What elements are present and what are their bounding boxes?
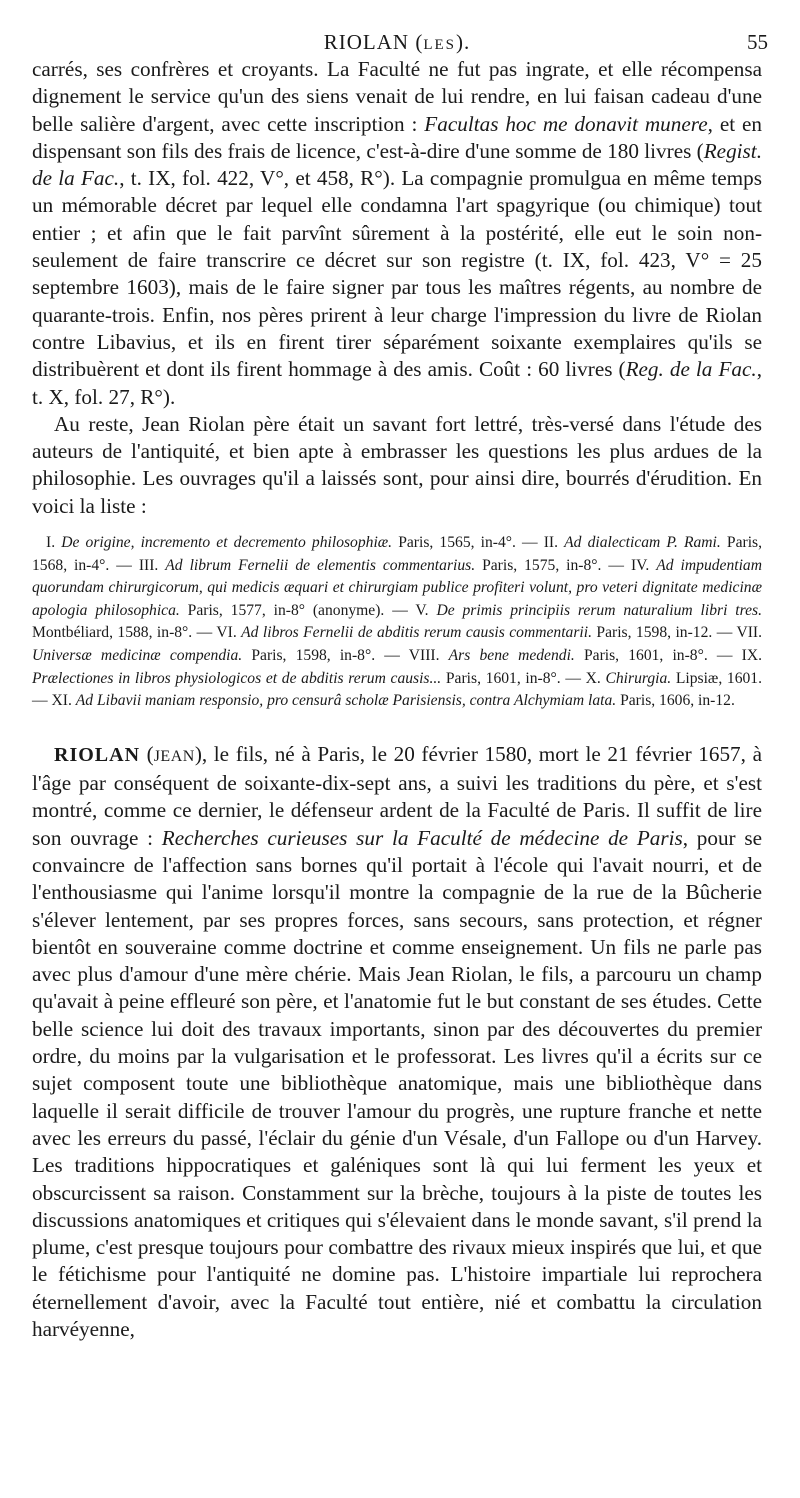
running-head [32,0,768,56]
text-run: Paris, 1601, in-8°. — X. [441,669,606,687]
italic-inscription: Facultas hoc me donavit munere [424,111,708,136]
page-number: 55 [747,30,768,54]
work-title: Ars bene medendi. [448,647,575,665]
paragraph-riolan-father: Au reste, Jean Riolan père était un savant fort lettré, très-versé dans l'étude des auteurs de l'antiquité, et bien apte à embrasser les questions les plus ardues de la philosophie. Les ouvrages qu'il a laissés sont, pour ainsi dire, bourrés d'érudition. En voici la liste : [32,411,762,518]
text-run: , pour se convaincre de l'affection sans bornes qu'il portait à l'école qui l'avait nourri, et de l'enthousiasme qui l'anime lorsqu'il montre la compagnie de la rue de la Bûcherie s'élever lentement, par ses propres forces, sans secours, sans protection, et régner bientôt en souveraine comme doctrine et comme enseignement. Un fils ne parle pas avec plus d'amour d'une mère chérie. Mais Jean Riolan, le fils, a parcouru un champ qu'avait à peine effleuré son père, et l'anatomie fut le but constant de ses études. Cette belle science lui doit des travaux importants, sinon par des découvertes du premier ordre, du moins par la vulgarisation et le professorat. Les livres qu'il a écrits sur ce sujet composent toute une bibliothèque anatomique, mais une bibliothèque dans laquelle il serait difficile de trouver l'amour du progrès, une rupture franche et nette avec les erreurs du passé, l'éclair du génie d'un Vésale, d'un Fallope ou d'un Harvey. Les traditions hippocratiques et galéniques sont là qui lui ferment les yeux et obscurcissent sa raison. Constamment sur la brèche, toujours à la piste de toutes les discussions anatomiques et critiques qui s'élevaient dans le monde savant, s'il prend la plume, c'est presque toujours pour combattre des rivaux mieux inspirés que lui, et que le fétichisme pour l'antiquité ne domine pas. L'histoire impartiale lui reprochera éternellement d'avoir, avec la Faculté tout entière, nié et combattu la circulation harvéyenne, [32,825,762,1342]
text-run: , et en dispensant son fils des frais de licence, c'est-à-dire d'une somme de 180 livres ( [32,111,762,163]
text-run: le fils, né à Paris, le 20 février 1580, mort le 21 février 1657, à l'âge par conséquent de soixante-dix-sept ans, a suivi les traditions du père, et s'est montré, comme ce dernier, le défenseur ardent de la Faculté de Paris. Il suffit de lire son ouvrage : [32,741,762,850]
text-run: Paris, 1565, in-4°. — II. [392,534,565,552]
italic-reference: Reg. de la Fac. [625,357,757,382]
bibliography-list [32,532,762,713]
text-run: Paris, 1568, in-4°. — III. [32,534,763,574]
work-title: Universæ medicinæ compendia. [32,647,243,665]
paragraph-riolan-son [32,741,762,1344]
text-run: Paris, 1598, in-8°. — VIII. [242,647,449,665]
work-title: Chirurgia. [605,669,672,687]
text-run: ( [140,741,154,766]
text-run: Montbéliard, 1588, in-8°. — VI. [32,624,242,642]
text-run: , t. IX, fol. 422, V°, et 458, R°). La compagnie promulgua en même temps un mémorable décret par lequel elle condamna l'art spagyrique (ou chimique) tout entier ; et afin que le fait parvînt sûrement à la postérité, elle eut le soin non-seulement de faire transcrire ce décret sur son registre (t. IX, fol. 423, V° = 25 septembre 1603), mais de le faire signer par tous les maîtres régents, au nombre de quarante-trois. Enfin, nos pères prirent à leur charge l'impression du livre de Riolan contre Libavius, et ils en firent tirer séparément soixante exemplaires qu'ils se distribuèrent et dont ils firent hommage à des amis. Coût : 60 livres ( [32,166,762,382]
text-run: carrés, ses confrères et croyants. La Faculté ne fut pas ingrate, et elle récompensa dignement le service qu'un des siens venait de lui rendre, en lui faisan cadeau d'une belle salière d'argent, avec cette inscription : [32,57,762,136]
italic-work-title: Recherches curieuses sur la Faculté de médecine de Paris [161,825,683,850]
work-title: Prælectiones in libros physiologicos et de abditis rerum causis... [32,669,442,687]
text-run: , t. X, fol. 27, R°). [32,357,762,409]
running-title-paren-open: ( [409,30,424,54]
work-title: Ad librum Fernelii de elementis commentarius. [165,556,476,574]
entry-name: RIOLAN [54,743,141,766]
text-run: I. [46,534,62,552]
italic-reference: Regist. de la Fac. [32,138,762,191]
running-title [32,30,762,55]
text-run: Paris, 1575, in-8°. — IV. [475,556,657,574]
text-run: Paris, 1606, in-12. [616,692,735,710]
text-run: ), [194,741,214,766]
entry-first-name: JEAN [153,747,195,765]
work-title: De origine, incremento et decremento philosophiæ. [61,534,393,552]
running-title-main: RIOLAN [323,30,410,54]
text-run: Paris, 1598, in-12. — VII. [591,624,762,642]
work-title: Ad impudentiam quorundam chirurgicorum, qui medicis æquari et chirurgiam publice profiteri volunt, pro veteri dignitate medicinæ apologia philosophica. [32,556,762,619]
running-title-paren-close: ). [456,30,471,54]
work-title: Ad dialecticam P. Rami. [564,534,721,552]
work-title: De primis principiis rerum naturalium libri tres. [436,601,762,619]
text-run: Paris, 1601, in-8°. — IX. [574,647,762,665]
running-title-small: LES [423,37,456,53]
work-title: Ad Libavii maniam responsio, pro censurâ scholæ Parisiensis, contra Alchymiam lata. [75,692,617,710]
entry-riolan-jean [32,741,762,1344]
work-title: Ad libros Fernelii de abditis rerum causis commentarii. [241,624,592,642]
paragraph-faculty-reward [32,56,762,411]
page [32,0,768,1343]
text-run: Paris, 1577, in-8° (anonyme). — V. [179,601,437,619]
text-run: Lipsiæ, 1601. — XI. [32,669,762,710]
